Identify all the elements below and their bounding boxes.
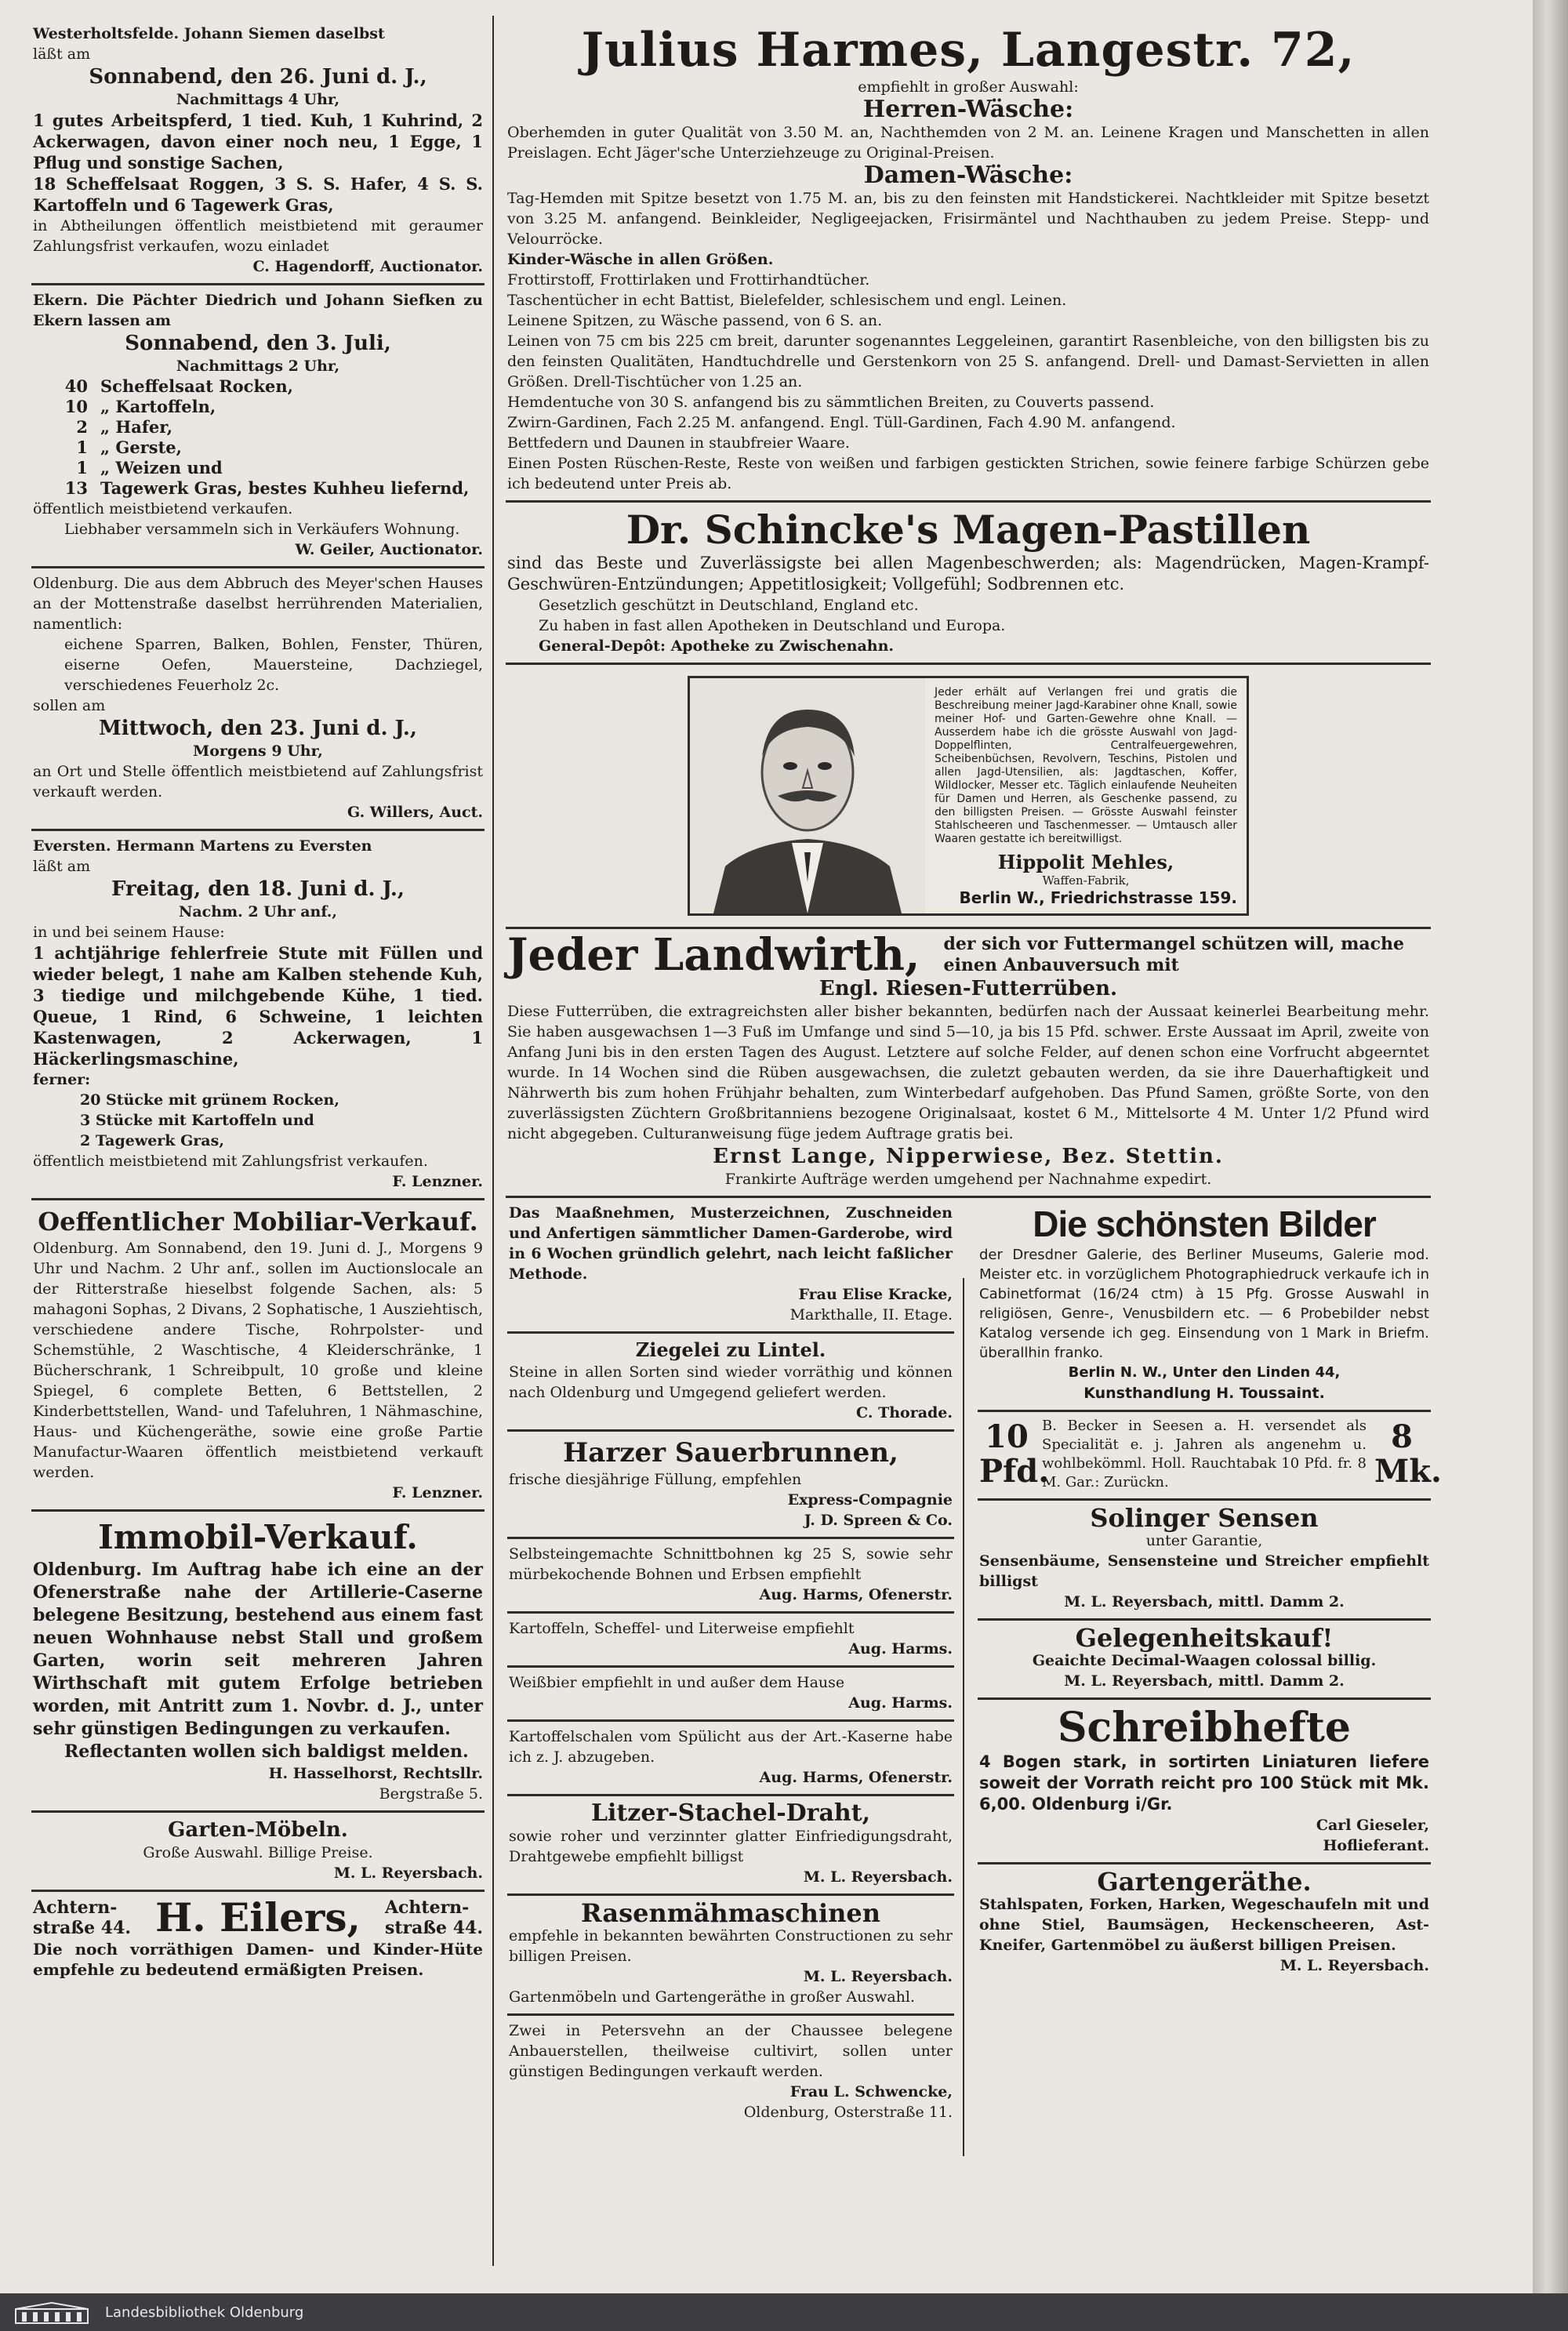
- ad-text: läßt am: [33, 858, 91, 875]
- ad-gelegenheitskauf: [978, 1621, 1431, 1700]
- ad-garten-moebeln: [31, 1813, 485, 1892]
- ad-signature: Carl Gieseler,: [1316, 1817, 1429, 1834]
- ad-text: Das Maaßnehmen, Musterzeichnen, Zuschneiden und Anfertigen sämmtlicher Damen-Garderobe, wird in 6 Wochen gründlich gelehrt, nach leicht faßlicher Methode.: [509, 1204, 953, 1283]
- ad-signature: Aug. Harms.: [848, 1694, 953, 1712]
- ad-header: [33, 1894, 483, 1941]
- ad-heading: Engl. Riesen-Futterrüben.: [818, 977, 1118, 1000]
- ad-signature: Ernst Lange, Nipperwiese, Bez. Stettin.: [713, 1145, 1224, 1168]
- ad-text: in und bei seinem Hause:: [33, 924, 225, 941]
- ad-text: frische diesjährige Füllung, empfehlen: [509, 1471, 802, 1488]
- ad-date: Freitag, den 18. Juni d. J.,: [111, 877, 405, 901]
- ad-text: empfehle in bekannten bewährten Constructionen zu sehr billigen Preisen.: [509, 1927, 953, 1965]
- ad-text: unter Garantie,: [1145, 1532, 1263, 1549]
- ad-date: Mittwoch, den 23. Juni d. J.,: [99, 717, 417, 740]
- ad-text: Leinene Spitzen, zu Wäsche passend, von 6 S. an.: [507, 312, 883, 329]
- ad-heading: Damen-Wäsche:: [863, 162, 1073, 189]
- ad-signature: Aug. Harms.: [848, 1640, 953, 1657]
- ad-text: empfiehlt in großer Auswahl:: [858, 78, 1079, 96]
- ad-text: in Abtheilungen öffentlich meistbietend mit geraumer Zahlungsfrist verkaufen, wozu einladet: [33, 217, 483, 255]
- ad-eversten: [31, 831, 485, 1200]
- ad-text: ferner:: [33, 1071, 91, 1088]
- ad-date: Sonnabend, den 3. Juli,: [125, 332, 391, 355]
- ad-time: Morgens 9 Uhr,: [193, 743, 323, 760]
- ad-becker: [978, 1412, 1442, 1501]
- ad-text: General-Depôt: Apotheke zu Zwischenahn.: [539, 637, 895, 655]
- ad-header: [507, 929, 1429, 981]
- ad-signature: Markthalle, II. Etage.: [789, 1306, 953, 1323]
- ad-signature: M. L. Reyersbach, mittl. Damm 2.: [1064, 1672, 1345, 1690]
- ad-signature: Hoflieferant.: [1323, 1837, 1429, 1854]
- sub-columns: [506, 1198, 1442, 2121]
- left-column: [31, 19, 485, 1986]
- ad-schincke: [506, 503, 1431, 665]
- ad-text: öffentlich meistbietend mit Zahlungsfrist verkaufen.: [33, 1153, 428, 1170]
- ad-mehles-text: [925, 678, 1247, 913]
- ad-solinger: [978, 1501, 1431, 1621]
- ad-items: 1 gutes Arbeitspferd, 1 tied. Kuh, 1 Kuhrind, 2 Ackerwagen, davon einer noch neu, 1 Egge, 1 Pflug und sonstige Sachen,: [33, 111, 483, 172]
- column-rule-left: [492, 16, 494, 2266]
- ad-text: Hemdentuche von 30 S. anfangend bis zu sämmtlichen Breiten, zu Couverts passend.: [507, 394, 1155, 411]
- ad-title: Ziegelei zu Lintel.: [635, 1338, 826, 1361]
- ad-signature: M. L. Reyersbach.: [803, 1868, 953, 1886]
- ad-address: Achtern- straße 44.: [33, 1897, 132, 1938]
- ad-text: Kartoffeln, Scheffel- und Literweise empfiehlt: [509, 1620, 855, 1637]
- ad-text: Gesetzlich geschützt in Deutschland, England etc.: [539, 597, 919, 614]
- ad-text: Stahlspaten, Forken, Harken, Wegeschaufeln mit und ohne Stiel, Baumsägen, Heckenscheeren, Ast-Kneifer, Gartenmöbel zu äußerst billigen Preisen.: [979, 1896, 1429, 1954]
- ad-title: Oeffentlicher Mobiliar-Verkauf.: [38, 1207, 478, 1236]
- ad-text: sowie roher und verzinnter glatter Einfriedigungsdraht, Drahtgewebe empfiehlt billigst: [509, 1828, 953, 1865]
- ad-kracke: [507, 1198, 954, 1334]
- ad-text: Zwirn-Gardinen, Fach 2.25 M. anfangend. Engl. Tüll-Gardinen, Fach 4.90 M. anfangend.: [507, 414, 1176, 431]
- ad-signature: Frau Elise Kracke,: [798, 1286, 953, 1303]
- ad-signature: C. Hagendorff, Auctionator.: [252, 258, 483, 275]
- ad-weissbier: [507, 1668, 954, 1722]
- ad-text: Kinder-Wäsche in allen Größen.: [507, 251, 774, 268]
- list-item: 2 „ Hafer,: [76, 417, 173, 437]
- ad-bilder: [978, 1198, 1431, 1412]
- ad-signature: M. L. Reyersbach, mittl. Damm 2.: [1064, 1593, 1345, 1610]
- list-item: 1 „ Weizen und: [76, 458, 223, 477]
- ad-text: an Ort und Stelle öffentlich meistbietend auf Zahlungsfrist verkauft werden.: [33, 763, 483, 801]
- ad-kartoffeln: [507, 1614, 954, 1668]
- ad-mobiliar: [31, 1200, 485, 1512]
- ad-text: Große Auswahl. Billige Preise.: [143, 1844, 373, 1861]
- ad-text: Diese Futterrüben, die extragreichsten aller bisher bekannten, bedürfen nach der Aussaat keinerlei Bearbeitung mehr. Sie haben ausgewachsen 1—3 Fuß im Umfange und sind 5—10, ja bis 15 Pfd. schwer. Erste Aussaat im April, zweite von Anfang Juni bis in den ersten Tagen des August. Letztere auf solche Felder, auf denen schon eine Vorfrucht abgeerntet wurde. In 14 Wochen sind die Rüben ausgewachsen, die zuletzt gebauten werden, da sie ihre Dauerhaftigkeit und Nährwerth bis zum hohen Frühjahr behalten, zum Winterbedarf aufgehoben. Das Pfund Samen, größte Sorte, von den zuverlässigsten Züchtern Großbritanniens bezogene Originalsaat, kostet 6 M., Mittelsorte 4 M. Unter 1/2 Pfund wird nicht abgegeben. Culturanweisung füge jedem Auftrage gratis bei.: [507, 1003, 1429, 1142]
- ad-text: Frankirte Aufträge werden umgehend per Nachnahme expedirt.: [724, 1171, 1212, 1188]
- ad-items: 1 achtjährige fehlerfreie Stute mit Füllen und wieder belegt, 1 nahe am Kalben stehende Kuh, 3 tiedige und milchgebende Kühe, 1 tied. Queue, 1 Rind, 6 Schweine, 1 leichten Kastenwagen, 2 Ackerwagen, 1 Häckerlingsmaschine,: [33, 943, 483, 1069]
- ad-signature: Oldenburg, Osterstraße 11.: [743, 2104, 953, 2121]
- ad-text: Liebhaber versammeln sich in Verkäufers Wohnung.: [64, 521, 460, 538]
- ad-address: Berlin W., Friedrichstrasse 159.: [959, 888, 1237, 907]
- ad-badge: 8 Mk.: [1374, 1418, 1442, 1490]
- ad-title: Litzer-Stachel-Draht,: [590, 1799, 871, 1827]
- ad-time: Nachmittags 2 Uhr,: [176, 358, 340, 375]
- list-item: 13 Tagewerk Gras, bestes Kuhheu liefernd,: [64, 478, 470, 498]
- ad-harmes: [506, 19, 1431, 503]
- ad-text: sind das Beste und Zuverlässigste bei allen Magenbeschwerden; als: Magendrücken, Magen-Krampf-Geschwüren-Entzündungen; Appetitlosigkeit; Vollgefühl; Sodbrennen etc.: [507, 554, 1429, 594]
- ad-title: Die schönsten Bilder: [1033, 1204, 1376, 1244]
- ad-schwencke: [507, 2016, 954, 2129]
- ad-text: der sich vor Futtermangel schützen will, mache einen Anbauversuch mit: [943, 934, 1405, 975]
- ad-schreibhefte: [978, 1700, 1431, 1864]
- ad-items: 18 Scheffelsaat Roggen, 3 S. S. Hafer, 4 S. S. Kartoffeln und 6 Tagewerk Gras,: [33, 174, 483, 215]
- ad-title: Immobil-Verkauf.: [98, 1518, 418, 1556]
- ad-signature: F. Lenzner.: [392, 1484, 483, 1501]
- ad-title: H. Eilers,: [155, 1894, 361, 1941]
- ad-signature: J. D. Spreen & Co.: [804, 1512, 953, 1529]
- ad-mehles: [506, 665, 1431, 929]
- ad-text: Die noch vorräthigen Damen- und Kinder-Hüte empfehle zu bedeutend ermäßigten Preisen.: [33, 1940, 483, 1979]
- ad-item: 3 Stücke mit Kartoffeln und: [80, 1112, 314, 1129]
- sub-column-right: [978, 1198, 1442, 1982]
- ad-title: Gartengeräthe.: [1097, 1867, 1312, 1897]
- ad-signature: Frau L. Schwencke,: [789, 2083, 953, 2100]
- ad-title: Gelegenheitskauf!: [1075, 1623, 1334, 1653]
- ad-signature: M. L. Reyersbach.: [333, 1864, 483, 1882]
- ad-body: [979, 1417, 1442, 1492]
- ad-text: Taschentücher in echt Battist, Bielefelder, schlesischem und engl. Leinen.: [507, 292, 1067, 309]
- ad-lintel: [507, 1334, 954, 1432]
- ad-signature: F. Lenzner.: [392, 1173, 483, 1190]
- ad-signature: Express-Compagnie: [787, 1491, 953, 1509]
- ad-text: Weißbier empfiehlt in und außer dem Hause: [509, 1674, 845, 1691]
- ad-text: läßt am: [33, 45, 91, 63]
- page-edge: [1533, 0, 1568, 2293]
- ad-title: Hippolit Mehles,: [997, 851, 1174, 873]
- ad-ekern: [31, 285, 485, 568]
- ad-text: 4 Bogen stark, in sortirten Liniaturen liefere soweit der Vorrath reicht pro 100 Stück mit Mk. 6,00. Oldenburg i/Gr.: [979, 1752, 1429, 1814]
- ad-title: Harzer Sauerbrunnen,: [563, 1437, 898, 1469]
- ad-text: Tag-Hemden mit Spitze besetzt von 1.75 M. an, bis zu den feinsten mit Handstickerei. Nachtkleider mit Spitze besetzt von 3.25 M. anfangend. Beinkleider, Negligeejacken, Frisirmäntel und Nachthauben zu jedem Preise. Stepp- und Velourröcke.: [507, 190, 1429, 248]
- ad-text: Leinen von 75 cm bis 225 cm breit, darunter sogenanntes Leggeleinen, garantirt Rasenbleiche, von den billigsten bis zu den feinsten Qualitäten, Handtuchdrelle und Gerstenkorn von 25 S. anfangend. Drell- und Damast-Servietten in allen Größen. Drell-Tischtücher von 1.25 an.: [507, 332, 1429, 390]
- ad-text: Oldenburg. Die aus dem Abbruch des Meyer'schen Hauses an der Mottenstraße daselbst herrührenden Materialien, namentlich:: [33, 575, 483, 633]
- viewer-footer: [0, 2293, 1568, 2331]
- ad-signature: C. Thorade.: [856, 1404, 953, 1421]
- ad-eilers: [31, 1892, 485, 1986]
- ad-title: Julius Harmes, Langestr. 72,: [581, 23, 1356, 78]
- sub-column-left: [507, 1198, 954, 2129]
- ad-signature: W. Geiler, Auctionator.: [295, 541, 483, 558]
- ad-text: Steine in allen Sorten sind wieder vorräthig und können nach Oldenburg und Umgegend geliefert werden.: [509, 1363, 953, 1401]
- ad-text: Zu haben in fast allen Apotheken in Deutschland und Europa.: [539, 617, 1006, 634]
- ad-signature: Aug. Harms, Ofenerstr.: [759, 1769, 953, 1786]
- list-item: 1 „ Gerste,: [76, 438, 182, 457]
- ad-text: sollen am: [33, 697, 106, 714]
- ad-item: 2 Tagewerk Gras,: [80, 1132, 224, 1149]
- library-name: Landesbibliothek Oldenburg: [105, 2304, 304, 2321]
- ad-title: Dr. Schincke's Magen-Pastillen: [626, 507, 1311, 553]
- ad-signature: H. Hasselhorst, Rechtsllr.: [268, 1765, 483, 1782]
- ad-text: Jeder erhält auf Verlangen frei und gratis die Beschreibung meiner Jagd-Karabiner ohne Knall, sowie meiner Hof- und Garten-Gewehre ohne Knall. — Ausserdem habe ich die grösste Auswahl von Jagd-Doppelflinten, Centralfeuergewehren, Scheibenbüchsen, Revolvern, Teschins, Pistolen und allen Jagd-Utensilien, als: Jagdtaschen, Koffer, Wildlocker, Messer etc. Täglich einlaufende Neuheiten für Damen und Herren, als Geschenke passend, zu den billigsten Preisen. — Grösste Auswahl feinster Stahlscheeren und Taschenmesser. — Umtausch aller Waaren gestatte ich bereitwilligst.: [935, 686, 1237, 845]
- ad-title: Garten-Möbeln.: [168, 1818, 348, 1842]
- ad-text: der Dresdner Galerie, des Berliner Museums, Galerie mod. Meister etc. in vorzüglichem Photographiedruck verkaufe ich in Cabinetformat (16/24 ctm) à 15 Pfg. Grosse Auswahl in religiösen, Genre-, Venusbildern etc. — 6 Probebilder nebst Katalog versende ich geg. Einsendung von 1 Mark in Briefm. überallhin franko.: [979, 1247, 1429, 1361]
- list-item: 40 Scheffelsaat Rocken,: [64, 376, 293, 396]
- ad-title: Jeder Landwirth,: [507, 929, 920, 981]
- ad-title: Schreibhefte: [1058, 1704, 1351, 1752]
- ad-text: Sensenbäume, Sensensteine und Streicher empfiehlt billigst: [979, 1552, 1429, 1590]
- ad-badge: 10 Pfd.: [979, 1418, 1050, 1490]
- list-item: 10 „ Kartoffeln,: [64, 397, 216, 416]
- ad-text: Kartoffelschalen vom Spülicht aus der Art.-Kaserne habe ich z. J. abzugeben.: [509, 1728, 953, 1766]
- ad-gartengeraethe: [978, 1864, 1431, 1982]
- ad-signature: Kunsthandlung H. Toussaint.: [1083, 1385, 1325, 1402]
- ad-schnittbohnen: [507, 1539, 954, 1614]
- ad-text: Oldenburg. Im Auftrag habe ich eine an der Ofenerstraße nahe der Artillerie-Caserne belegene Besitzung, bestehend aus einem fast neuen Wohnhause nebst Stall und großem Garten, worin seit mehreren Jahren Wirthschaft mit gutem Erfolge betrieben worden, mit Antritt zum 1. Novbr. d. J., unter sehr günstigen Bedingungen zu verkaufen.: [33, 1559, 483, 1739]
- ad-meyer-house: [31, 568, 485, 831]
- ad-litzer: [507, 1796, 954, 1896]
- ad-time: Nachm. 2 Uhr anf.,: [178, 903, 338, 920]
- ad-address: Achtern- straße 44.: [384, 1897, 483, 1938]
- ad-text: B. Becker in Seesen a. H. versendet als Specialität e. j. Jahren als angenehm u. wohlbekömml. Holl. Rauchtabak 10 Pfd. fr. 8 M. Gar.: Zurückn.: [1042, 1418, 1367, 1490]
- ad-title: Solinger Sensen: [1090, 1503, 1319, 1533]
- ad-immobil: [31, 1512, 485, 1813]
- ad-text: Frottirstoff, Frottirlaken und Frottirhandtücher.: [507, 271, 870, 289]
- ad-signature: M. L. Reyersbach.: [1279, 1957, 1429, 1974]
- ad-text: eichene Sparren, Balken, Bohlen, Fenster, Thüren, eiserne Oefen, Mauersteine, Dachziegel, verschiedenes Feuerholz 2c.: [64, 636, 483, 694]
- ad-item: 20 Stücke mit grünem Rocken,: [80, 1091, 339, 1109]
- library-building-icon: [14, 2301, 89, 2325]
- ad-rasenmaeh: [507, 1896, 954, 2016]
- ad-kartoffelschalen: [507, 1722, 954, 1796]
- ad-text: Westerholtsfelde. Johann Siemen daselbst: [33, 25, 385, 42]
- ad-signature: Bergstraße 5.: [379, 1785, 483, 1803]
- ad-text: Selbsteingemachte Schnittbohnen kg 25 S, sowie sehr mürbekochende Bohnen und Erbsen empfiehlt: [509, 1545, 953, 1583]
- ad-text: Eversten. Hermann Martens zu Eversten: [33, 837, 372, 855]
- ad-text: Oldenburg. Am Sonnabend, den 19. Juni d. J., Morgens 9 Uhr und Nachm. 2 Uhr anf., sollen im Auctionslocale an der Ritterstraße hieselbst folgende Sachen, als: 5 mahagoni Sophas, 2 Divans, 2 Sophatische, 1 Ausziehtisch, verschiedene andere Tische, Rohrpolster- und Schemstühle, 2 Waschtische, 4 Kleiderschränke, 1 Bücherschrank, 1 Schreibpult, 10 große und kleine Spiegel, 6 complete Betten, 6 Bettstellen, 2 Kinderbettstellen, Wand- und Tafeluhren, 1 Nähmaschine, Haus- und Küchengeräthe, sowie eine große Partie Manufactur-Waaren öffentlich meistbietend verkauft werden.: [33, 1240, 483, 1481]
- portrait-image: [690, 678, 925, 913]
- ad-time: Nachmittags 4 Uhr,: [176, 91, 340, 108]
- ad-westerholtsfelde: [31, 19, 485, 285]
- ad-title: Rasenmähmaschinen: [581, 1898, 880, 1928]
- ad-lange: [506, 929, 1431, 1198]
- ad-text: Zwei in Petersvehn an der Chaussee belegene Anbauerstellen, theilweise cultivirt, sollen unter günstigen Bedingungen verkauft werden.: [509, 2022, 953, 2080]
- ad-signature: Aug. Harms, Ofenerstr.: [759, 1586, 953, 1603]
- ad-text: Ekern. Die Pächter Diedrich und Johann Siefken zu Ekern lassen am: [33, 292, 483, 329]
- main-column: [506, 19, 1442, 2121]
- ad-date: Sonnabend, den 26. Juni d. J.,: [89, 65, 427, 89]
- ad-text: Bettfedern und Daunen in staubfreier Waare.: [507, 434, 850, 452]
- ad-item-list: [33, 376, 483, 499]
- ad-harzer: [507, 1432, 954, 1539]
- ad-mehles-box: [688, 676, 1249, 916]
- ad-text: Waffen-Fabrik,: [1042, 873, 1130, 888]
- ad-text: Gartenmöbeln und Gartengeräthe in großer Auswahl.: [509, 1988, 916, 2006]
- ad-text: Reflectanten wollen sich baldigst melden.: [64, 1741, 469, 1762]
- ad-signature: M. L. Reyersbach.: [803, 1968, 953, 1985]
- ad-text: Oberhemden in guter Qualität von 3.50 M. an, Nachthemden von 2 M. an. Leinene Kragen und Manschetten in allen Preislagen. Echt Jäger'sche Unterziehzeuge zu Original-Preisen.: [507, 124, 1429, 162]
- ad-heading: Herren-Wäsche:: [862, 96, 1074, 123]
- ad-signature: G. Willers, Auct.: [347, 804, 483, 821]
- ad-address: Berlin N. W., Unter den Linden 44,: [1068, 1364, 1341, 1381]
- ad-text: Einen Posten Rüschen-Reste, Reste von weißen und farbigen gestickten Strichen, sowie feinere farbige Schürzen gebe ich bedeutend unter Preis ab.: [507, 455, 1429, 492]
- ad-text: öffentlich meistbietend verkaufen.: [33, 500, 293, 517]
- ad-text: Geaichte Decimal-Waagen colossal billig.: [1032, 1652, 1377, 1669]
